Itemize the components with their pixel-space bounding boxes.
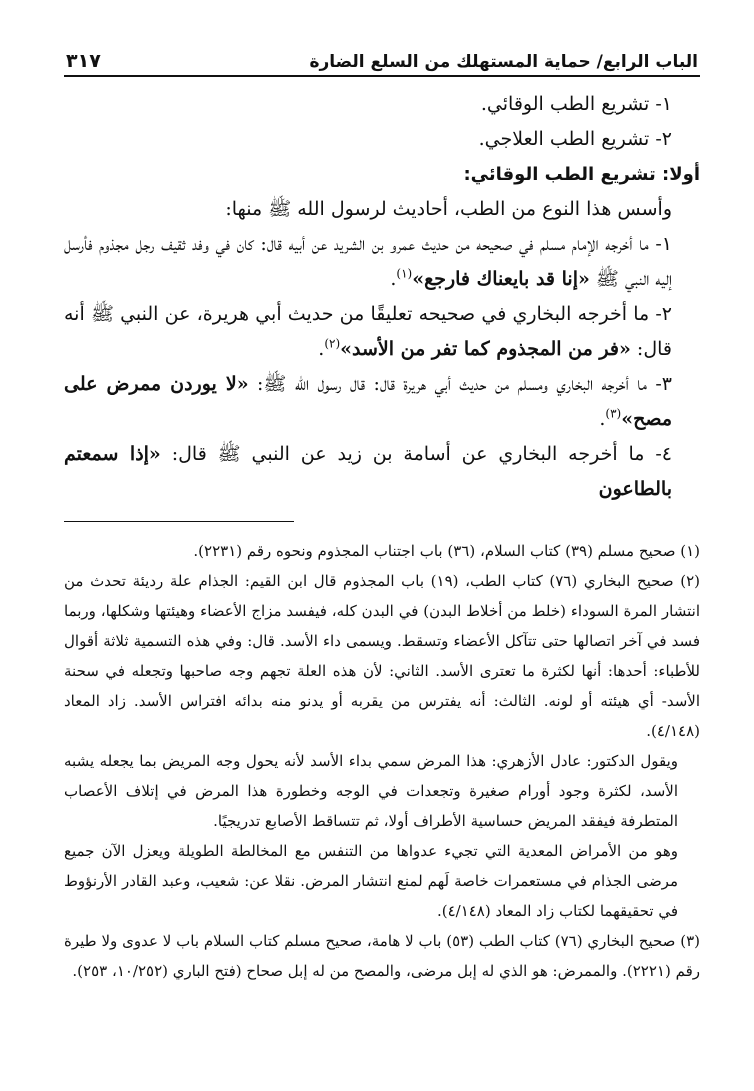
hadith-2-end: .: [318, 338, 325, 360]
document-page: [64, 40, 700, 1060]
page-number: ٣١٧: [66, 50, 101, 72]
hadith-1-text: ١- ما أخرجه الإمام مسلم في صحيحه من حديث عمرو بن الشريد عن أبيه قال: كان في وفد ثقيف رجل مجذوم فأرسل إليه النبي ﷺ: [64, 233, 672, 290]
intro-paragraph: وأسس هذا النوع من الطب، أحاديث لرسول الله ﷺ منها:: [225, 198, 672, 220]
footnote-ref-3: (٣): [605, 406, 622, 421]
footnote-3: (٣) صحيح البخاري (٧٦) كتاب الطب (٥٣) باب لا هامة، صحيح مسلم كتاب السلام باب لا عدوى ولا طيرة رقم (٢٢٢١). والممرض: هو الذي له إبل مرضى، والمصح من له إبل صحاح (فتح الباري (١٠/٢٥٢، ٢٥٣).: [64, 932, 700, 980]
hadith-3-end: .: [599, 408, 606, 430]
list-item-1: ١- تشريع الطب الوقائي.: [480, 93, 672, 115]
hadith-1-end: .: [390, 268, 397, 290]
hadith-1: [64, 227, 700, 297]
footnote-2-continued-a: ويقول الدكتور: عادل الأزهري: هذا المرض سمي بداء الأسد لأنه يحول وجه المريض بما يجعله يشبه الأسد، لكثرة وجود أورام صغيرة وتجعدات في الوجه وخطورة هذا المرض في إتلاف الأعصاب المتطرفة فيفقد المريض حساسية الأطراف أولا، ثم تتساقط الأصابع تدريجيًا.: [64, 752, 678, 830]
section-heading: أولا: تشريع الطب الوقائي:: [463, 164, 700, 185]
running-header: [64, 40, 700, 77]
hadith-2-text: ٢- ما أخرجه البخاري في صحيحه تعليقًا من حديث أبي هريرة، عن النبي ﷺ أنه قال:: [64, 303, 672, 360]
hadith-4-text: ٤- ما أخرجه البخاري عن أسامة بن زيد عن النبي ﷺ قال:: [160, 443, 672, 465]
list-item-2: ٢- تشريع الطب العلاجي.: [478, 128, 672, 150]
hadith-3-quote: «لا يوردن ممرض على مصح»: [64, 373, 672, 430]
chapter-title: الباب الرابع/ حماية المستهلك من السلع الضارة: [309, 52, 698, 72]
footnote-ref-1: (١): [396, 266, 413, 281]
footnotes: [64, 536, 700, 986]
hadith-3: [64, 367, 700, 437]
hadith-4: [64, 437, 700, 507]
main-text: [64, 87, 700, 507]
footnote-separator: [64, 521, 294, 522]
hadith-4-quote: «إذا سمعتم بالطاعون: [64, 443, 672, 500]
hadith-3-text: ٣- ما أخرجه البخاري ومسلم من حديث أبي هريرة قال: قال رسول الله ﷺ:: [248, 373, 673, 395]
footnote-ref-2: (٢): [324, 336, 341, 351]
hadith-2-quote: «فر من المجذوم كما تفر من الأسد»: [340, 338, 631, 360]
footnote-2: (٢) صحيح البخاري (٧٦) كتاب الطب، (١٩) باب المجذوم قال ابن القيم: الجذام علة رديئة تحدث من انتشار المرة السوداء (خلط من أخلاط البدن) في البدن كله، فيفسد مزاج الأعضاء وهيئتها وشكلها، وربما فسد في آخر اتصالها حتى تتآكل الأعضاء وتسقط. ويسمى داء الأسد. قال: وفي هذه التسمية ثلاثة أقوال للأطباء: أحدها: أنها لكثرة ما تعترى الأسد. الثاني: لأن هذه العلة تجهم وجه صاحبها وتجعله في سحنة الأسد- أي هيئته أو لونه. الثالث: أنه يفترس من يقربه أو يدنو منه بدائه افتراس الأسد. زاد المعاد (٤/١٤٨).: [64, 572, 700, 740]
hadith-1-quote: «إنا قد بايعناك فارجع»: [412, 268, 590, 290]
footnote-2-continued-b: وهو من الأمراض المعدية التي تجيء عدواها من التنفس مع المخالطة الطويلة ويعزل الآن جميع مرضى الجذام في مستعمرات خاصة لَهم لمنع انتشار المرض. نقلا عن: شعيب، وعبد القادر الأرنؤوط في تحقيقهما لكتاب زاد المعاد (٤/١٤٨).: [64, 842, 678, 920]
hadith-2: [64, 297, 700, 367]
footnote-1: (١) صحيح مسلم (٣٩) كتاب السلام، (٣٦) باب اجتناب المجذوم ونحوه رقم (٢٢٣١).: [193, 542, 700, 560]
